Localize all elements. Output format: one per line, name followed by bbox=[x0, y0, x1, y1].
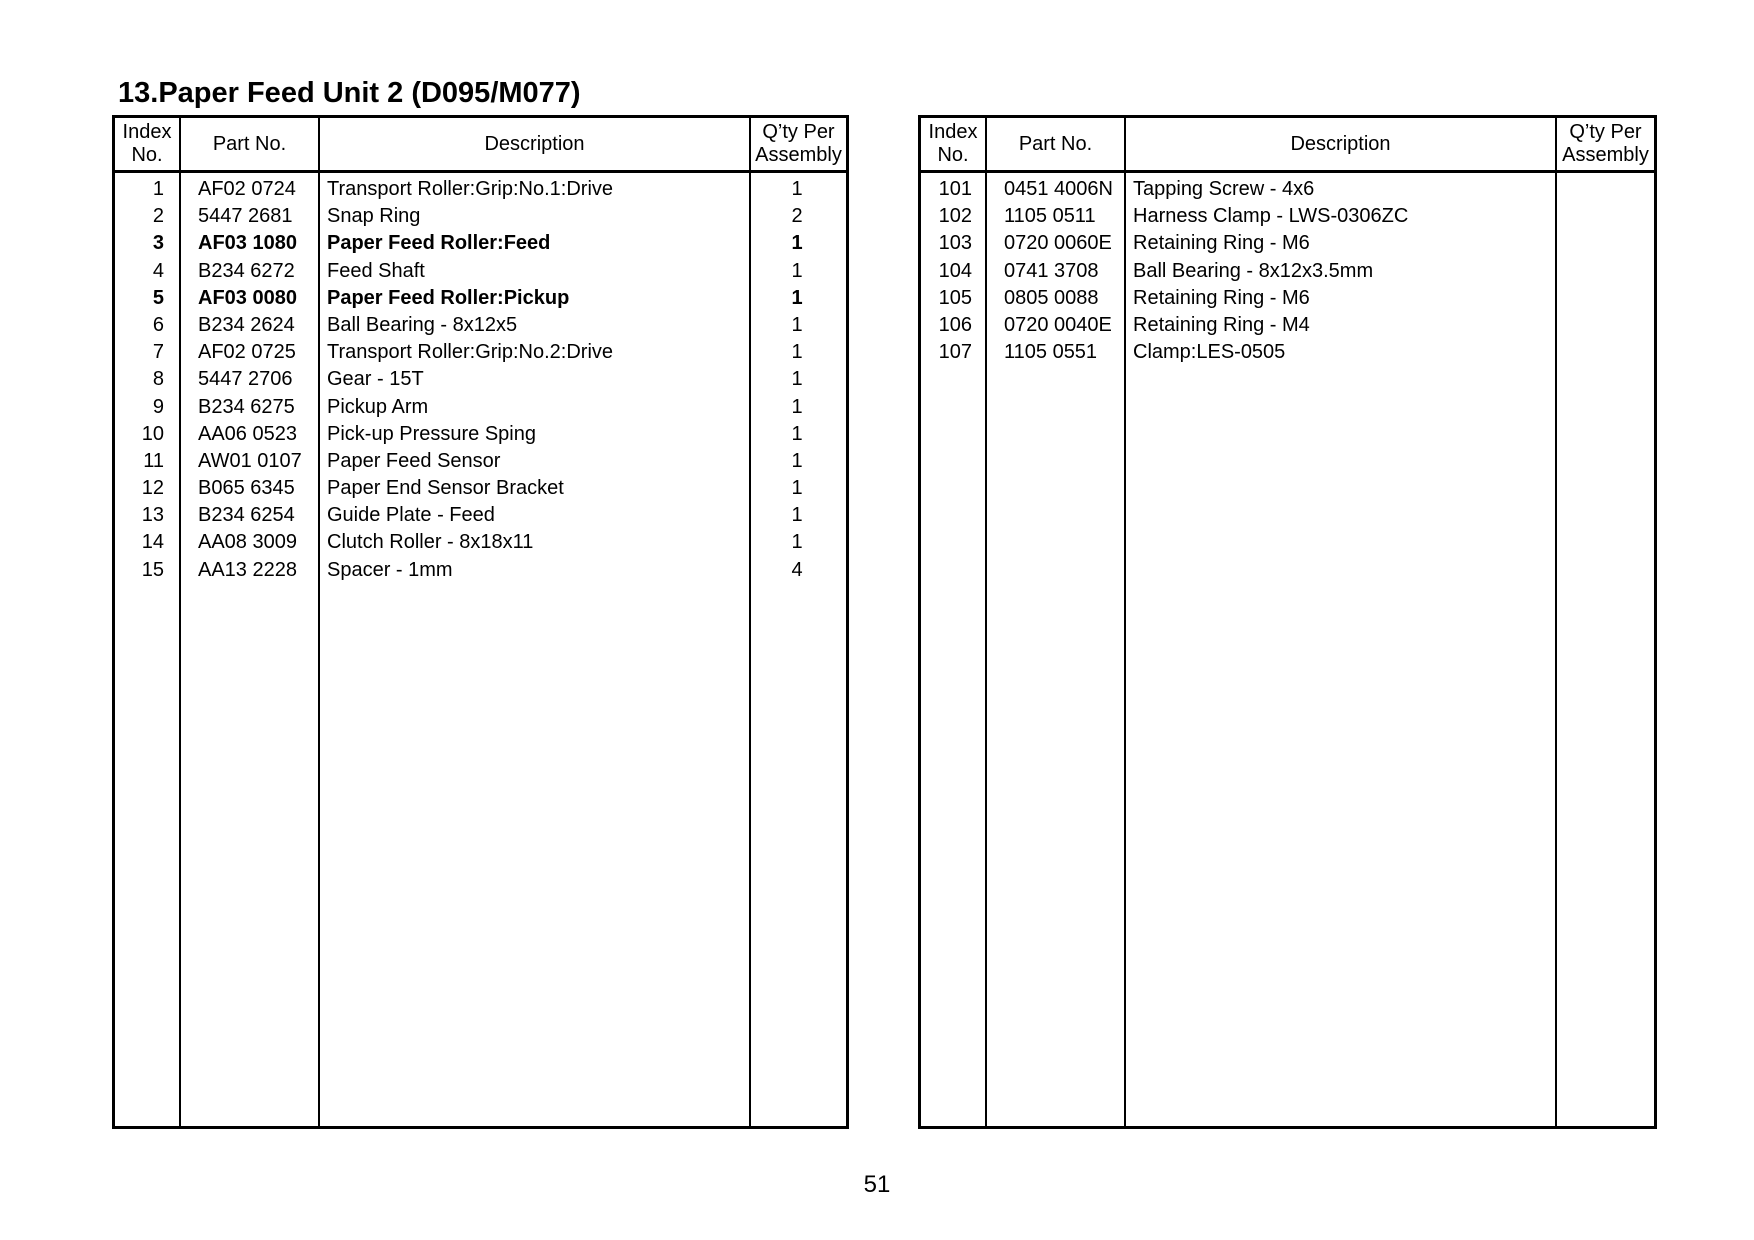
cell-qty: 1 bbox=[791, 368, 803, 391]
header-part-no: Part No. bbox=[212, 132, 287, 155]
parts-table-left bbox=[112, 115, 849, 1129]
table-row bbox=[921, 176, 1654, 203]
cell-index: 15 bbox=[141, 558, 164, 581]
table-row bbox=[115, 421, 846, 448]
cell-description: Guide Plate - Feed bbox=[327, 504, 495, 527]
cell-index: 4 bbox=[152, 259, 164, 282]
table-row bbox=[115, 366, 846, 393]
cell-index: 106 bbox=[938, 313, 972, 336]
cell-description: Paper Feed Sensor bbox=[327, 449, 501, 472]
cell-part-no: B234 6275 bbox=[198, 395, 295, 418]
cell-part-no: 0720 0060E bbox=[1004, 232, 1112, 255]
table-row bbox=[115, 258, 846, 285]
cell-index: 104 bbox=[938, 259, 972, 282]
page-title: 13.Paper Feed Unit 2 (D095/M077) bbox=[118, 77, 581, 109]
cell-index: 11 bbox=[143, 449, 164, 472]
cell-part-no: B234 6272 bbox=[198, 259, 295, 282]
cell-description: Retaining Ring - M4 bbox=[1133, 313, 1310, 336]
cell-index: 2 bbox=[152, 205, 164, 228]
cell-index: 101 bbox=[938, 178, 972, 200]
cell-index: 13 bbox=[141, 504, 164, 527]
cell-part-no: B234 2624 bbox=[198, 313, 295, 336]
table-row bbox=[921, 312, 1654, 339]
cell-description: Paper End Sensor Bracket bbox=[327, 477, 564, 500]
table-row bbox=[115, 529, 846, 556]
table-row bbox=[115, 312, 846, 339]
cell-index: 10 bbox=[141, 422, 164, 445]
cell-description: Harness Clamp - LWS-0306ZC bbox=[1133, 205, 1409, 228]
cell-index: 8 bbox=[152, 368, 164, 391]
cell-qty: 4 bbox=[791, 558, 803, 581]
header-qty: Q’ty Per Assembly bbox=[1562, 121, 1649, 166]
table-row bbox=[115, 230, 846, 257]
cell-description: Feed Shaft bbox=[327, 259, 425, 282]
cell-description: Clutch Roller - 8x18x11 bbox=[327, 531, 534, 554]
table-row bbox=[115, 502, 846, 529]
cell-description: Pick-up Pressure Sping bbox=[327, 422, 536, 445]
cell-index: 6 bbox=[152, 313, 164, 336]
cell-qty: 2 bbox=[791, 205, 803, 228]
cell-description: Gear - 15T bbox=[327, 368, 424, 391]
cell-part-no: AA06 0523 bbox=[198, 422, 297, 445]
header-qty: Q’ty Per Assembly bbox=[755, 121, 842, 166]
parts-table-right bbox=[918, 115, 1657, 1129]
table-row bbox=[921, 258, 1654, 285]
cell-part-no: 0720 0040E bbox=[1004, 313, 1112, 336]
cell-index: 103 bbox=[938, 232, 972, 255]
table-row bbox=[115, 394, 846, 421]
table-row bbox=[115, 557, 846, 584]
cell-description: Snap Ring bbox=[327, 205, 421, 228]
cell-index: 9 bbox=[152, 395, 164, 418]
header-description: Description bbox=[1290, 132, 1391, 155]
cell-part-no: 1105 0551 bbox=[1004, 341, 1098, 364]
table-row bbox=[115, 339, 846, 366]
cell-qty: 1 bbox=[791, 178, 803, 200]
cell-index: 102 bbox=[938, 205, 972, 228]
cell-description: Spacer - 1mm bbox=[327, 558, 453, 581]
cell-qty: 1 bbox=[791, 449, 803, 472]
cell-description: Ball Bearing - 8x12x3.5mm bbox=[1133, 259, 1374, 282]
cell-part-no: AF02 0724 bbox=[198, 178, 296, 200]
cell-part-no: B065 6345 bbox=[198, 477, 295, 500]
cell-description: Retaining Ring - M6 bbox=[1133, 232, 1310, 255]
cell-qty: 1 bbox=[791, 286, 803, 309]
cell-part-no: AF03 1080 bbox=[198, 232, 297, 255]
cell-part-no: AW01 0107 bbox=[198, 449, 302, 472]
cell-index: 107 bbox=[938, 341, 972, 364]
cell-qty: 1 bbox=[791, 477, 803, 500]
header-description: Description bbox=[484, 132, 585, 155]
table-row bbox=[921, 285, 1654, 312]
table-row bbox=[921, 230, 1654, 257]
table-row bbox=[115, 475, 846, 502]
cell-index: 5 bbox=[152, 286, 164, 309]
cell-qty: 1 bbox=[791, 341, 803, 364]
cell-part-no: 0451 4006N bbox=[1004, 178, 1113, 200]
header-index: Index No. bbox=[122, 121, 172, 166]
cell-part-no: B234 6254 bbox=[198, 504, 295, 527]
cell-part-no: AF03 0080 bbox=[198, 286, 297, 309]
cell-qty: 1 bbox=[791, 313, 803, 336]
cell-index: 1 bbox=[152, 178, 164, 200]
cell-description: Paper Feed Roller:Pickup bbox=[327, 286, 570, 309]
cell-description: Transport Roller:Grip:No.1:Drive bbox=[327, 178, 614, 200]
cell-part-no: AF02 0725 bbox=[198, 341, 296, 364]
table-row bbox=[921, 203, 1654, 230]
table-row bbox=[115, 448, 846, 475]
cell-description: Retaining Ring - M6 bbox=[1133, 286, 1310, 309]
cell-qty: 1 bbox=[791, 259, 803, 282]
cell-qty: 1 bbox=[791, 422, 803, 445]
cell-index: 12 bbox=[141, 477, 164, 500]
cell-qty: 1 bbox=[791, 504, 803, 527]
cell-index: 105 bbox=[938, 286, 972, 309]
header-index: Index No. bbox=[928, 121, 978, 166]
cell-description: Paper Feed Roller:Feed bbox=[327, 232, 551, 255]
cell-description: Transport Roller:Grip:No.2:Drive bbox=[327, 341, 614, 364]
table-body bbox=[921, 176, 1654, 366]
cell-index: 7 bbox=[152, 341, 164, 364]
table-row bbox=[921, 339, 1654, 366]
cell-qty: 1 bbox=[791, 395, 803, 418]
cell-description: Pickup Arm bbox=[327, 395, 429, 418]
cell-description: Tapping Screw - 4x6 bbox=[1133, 178, 1315, 200]
table-header bbox=[115, 118, 846, 173]
table-row bbox=[115, 176, 846, 203]
cell-part-no: 0805 0088 bbox=[1004, 286, 1099, 309]
cell-index: 3 bbox=[152, 232, 164, 255]
cell-qty: 1 bbox=[791, 531, 803, 554]
cell-description: Clamp:LES-0505 bbox=[1133, 341, 1286, 364]
table-header bbox=[921, 118, 1654, 173]
cell-qty: 1 bbox=[791, 232, 803, 255]
table-row bbox=[115, 285, 846, 312]
header-part-no: Part No. bbox=[1018, 132, 1093, 155]
cell-part-no: 5447 2706 bbox=[198, 368, 293, 391]
cell-part-no: AA08 3009 bbox=[198, 531, 297, 554]
cell-part-no: 5447 2681 bbox=[198, 205, 293, 228]
cell-part-no: AA13 2228 bbox=[198, 558, 297, 581]
table-body bbox=[115, 176, 846, 584]
cell-description: Ball Bearing - 8x12x5 bbox=[327, 313, 518, 336]
cell-index: 14 bbox=[141, 531, 164, 554]
cell-part-no: 0741 3708 bbox=[1004, 259, 1099, 282]
table-row bbox=[115, 203, 846, 230]
page-number: 51 bbox=[863, 1171, 891, 1198]
cell-part-no: 1105 0511 bbox=[1004, 205, 1096, 228]
